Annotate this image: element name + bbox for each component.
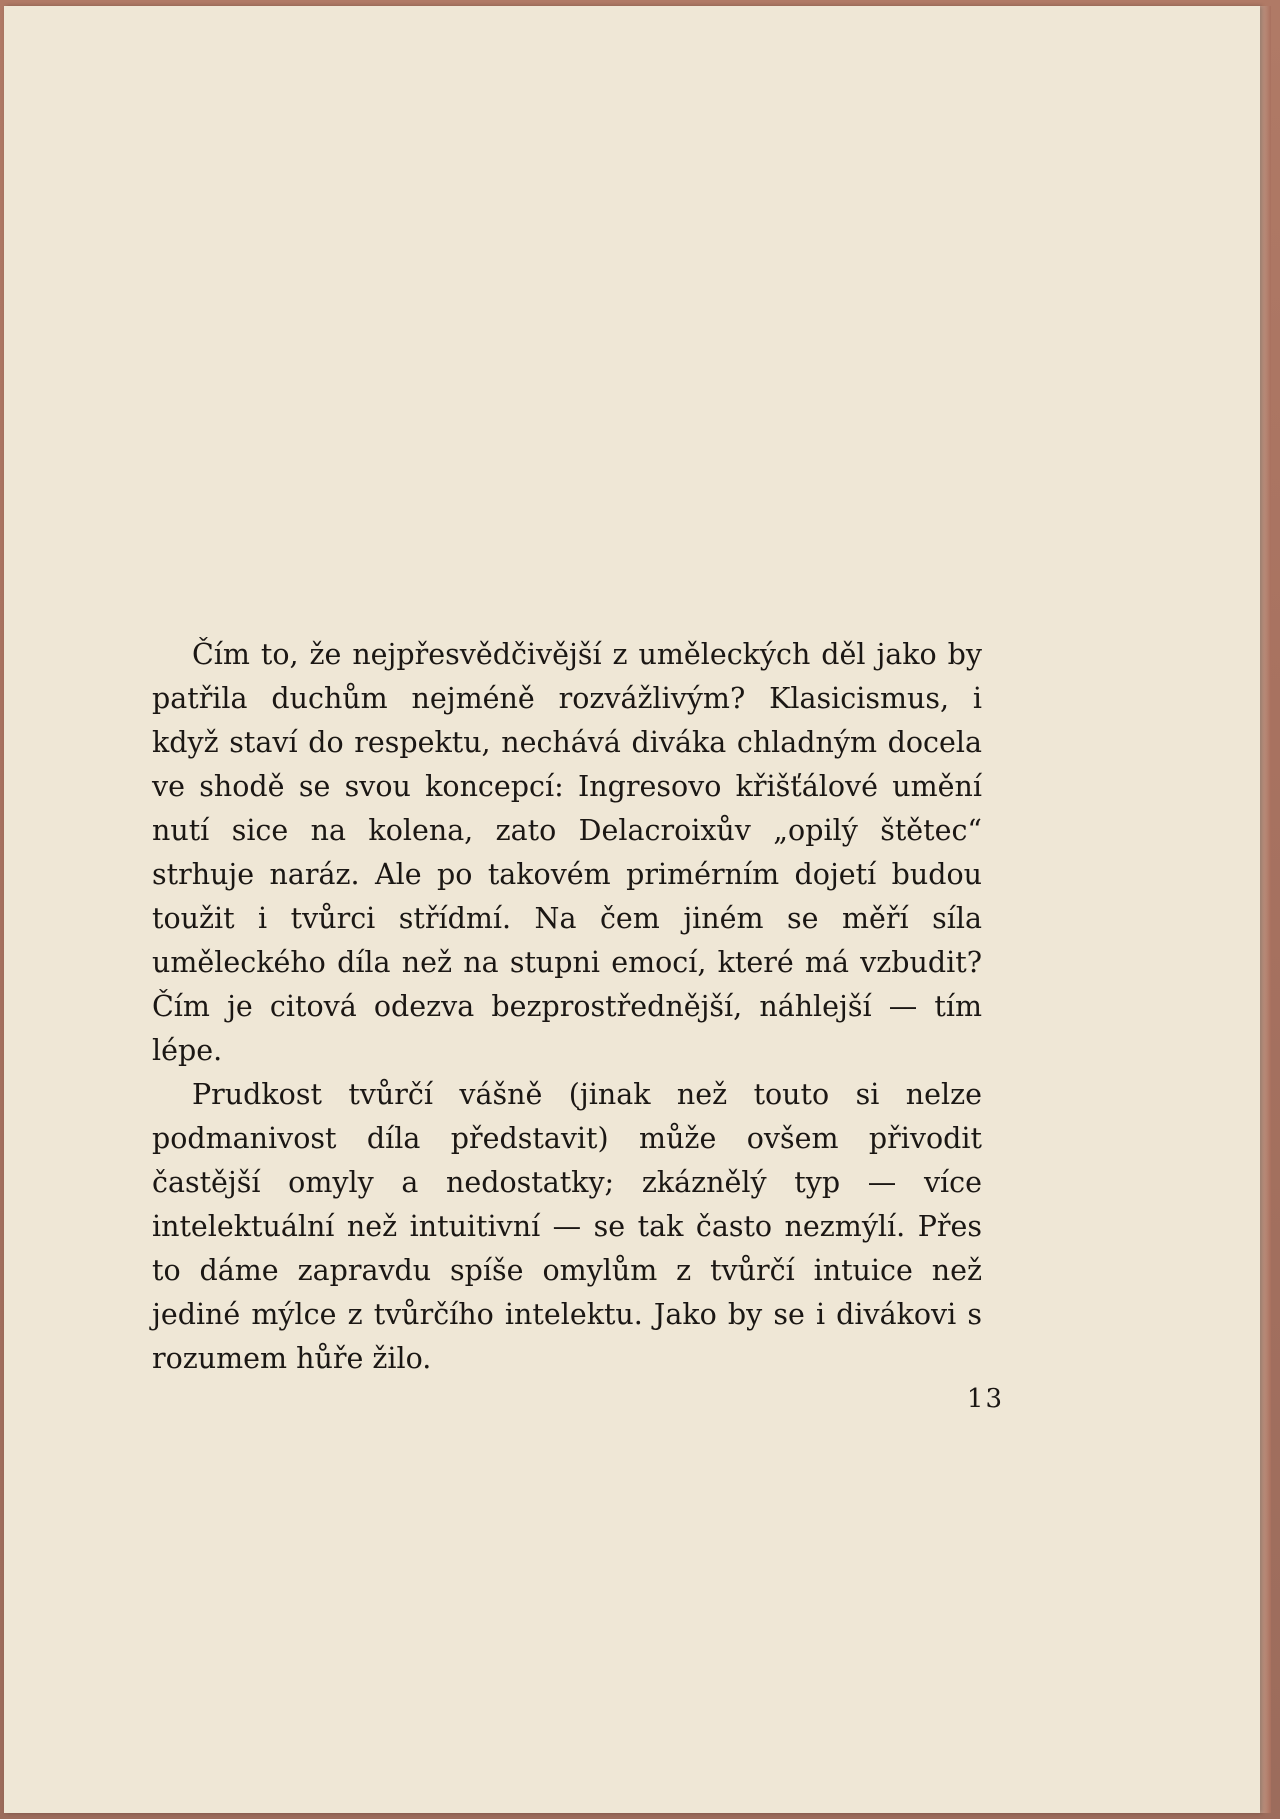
body-text xyxy=(152,633,982,1381)
show-through-text xyxy=(130,272,970,316)
paragraph-2: Prudkost tvůrčí vášně (jinak než touto si nelze podmanivost díla představit) může ovšem přivodit častější omyly a nedostatky; zkáznělý typ — více intelektuální než intuitivní — se tak často nezmýlí. Přes to dáme zapravdu spíše omylům z tvůrčí intuice než jediné mýlce z tvůrčího intelektu. Jako by se i divákovi s rozumem hůře žilo. xyxy=(152,1078,982,1375)
show-through-paragraph xyxy=(130,272,970,316)
page-number: 13 xyxy=(966,1384,1004,1414)
paragraph-1: Čím to, že nejpřesvědčivější z uměleckých děl jako by patřila duchům nejméně rozvážlivým? Klasicismus, i když staví do respektu, nechává diváka chladným docela ve shodě se svou koncepcí: Ingresovo křišťálové umění nutí sice na kolena, zato Delacroixův „opilý štětec“ strhuje naráz. Ale po takovém primérním dojetí budou toužit i tvůrci střídmí. Na čem jiném se měří síla uměleckého díla než na stupni emocí, které má vzbudit? Čím je citová odezva bezprostřednější, náhlejší — tím lépe. xyxy=(152,638,982,1067)
